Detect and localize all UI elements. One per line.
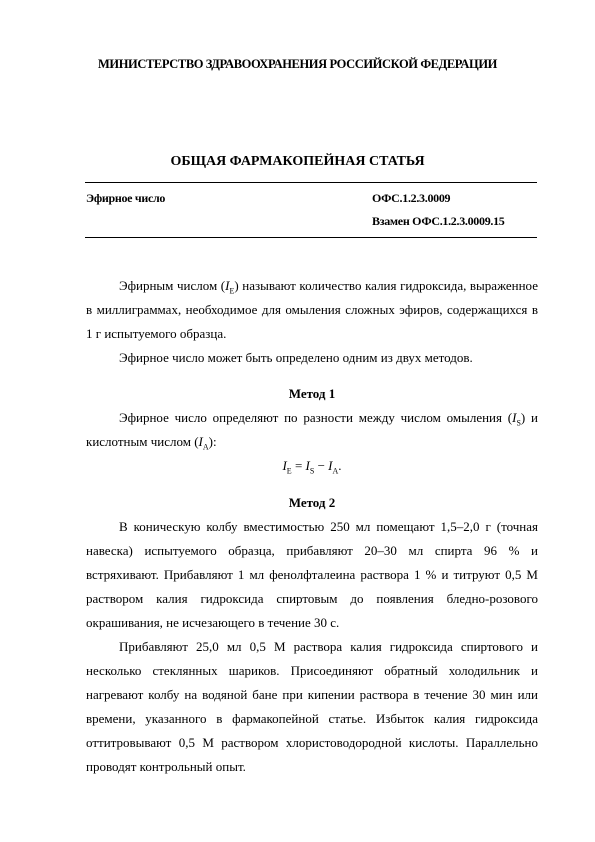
- method1-title: Метод 1: [288, 386, 336, 401]
- ministry-header: МИНИСТЕРСТВО ЗДРАВООХРАНЕНИЯ РОССИЙСКОЙ ФЕДЕРАЦИИ: [98, 57, 497, 71]
- ofs-code: ОФС.1.2.3.0009: [372, 191, 451, 205]
- intro-text-a: Эфирным числом (: [119, 278, 226, 293]
- intro-section: [86, 274, 538, 370]
- method1-section: [86, 382, 538, 478]
- formula-end: .: [338, 458, 342, 473]
- method1-text-b: ) и кислотным числом (: [86, 410, 538, 449]
- document-type-title: ОБЩАЯ ФАРМАКОПЕЙНАЯ СТАТЬЯ: [170, 154, 425, 169]
- saponification-symbol: I: [512, 410, 517, 425]
- method1-paragraph: [86, 406, 538, 454]
- method2-title: Метод 2: [288, 495, 336, 510]
- acid-number-subscript: A: [202, 442, 209, 452]
- formula-lhs-sub: E: [286, 466, 292, 476]
- method1-formula: [86, 454, 538, 478]
- intro-paragraph-methods: Эфирное число может быть определено одним из двух методов.: [119, 350, 473, 365]
- ester-number-symbol: I: [225, 278, 230, 293]
- method2-paragraph-saponification: Прибавляют 25,0 мл 0,5 М раствора калия гидроксида спиртового и несколько стеклянных шариков. Присоединяют обратный холодильник и нагревают колбу на водяной бане при кипении раствора в течение 30 мин или времени, указанного в фармакопейной статье. Избыток калия гидроксида оттитровывают 0,5 М раствором хлористоводородной кислоты. Параллельно проводят контрольный опыт.: [86, 639, 538, 774]
- intro-text-b: ) называют количество калия гидроксида, выраженное в миллиграммах, необходимое для омыления сложных эфиров, содержащихся в 1 г испытуемого образца.: [86, 278, 538, 341]
- formula-term2-sub: A: [332, 466, 339, 476]
- formula-lhs: I: [282, 458, 287, 473]
- formula-minus: −: [314, 458, 329, 473]
- method1-text-c: ):: [208, 434, 217, 449]
- method1-text-a: Эфирное число определяют по разности между числом омыления (: [119, 410, 513, 425]
- method2-paragraph-titration: В коническую колбу вместимостью 250 мл помещают 1,5–2,0 г (точная навеска) испытуемого образца, прибавляют 20–30 мл спирта 96 % и встряхивают. Прибавляют 1 мл фенолфталеина раствора 1 % и титруют 0,5 М раствором калия гидроксида спиртовым до появления бледно-розового окрашивания, не исчезающего в течение 30 с.: [86, 519, 538, 630]
- formula-term1: I: [305, 458, 310, 473]
- header-rule-top: [85, 182, 537, 183]
- acid-number-symbol: I: [198, 434, 203, 449]
- article-name: Эфирное число: [86, 191, 166, 205]
- intro-paragraph-definition: [86, 274, 538, 346]
- ester-number-subscript: Е: [229, 286, 235, 296]
- header-rule-bottom: [85, 237, 537, 238]
- saponification-subscript: S: [516, 418, 521, 428]
- formula-term1-sub: S: [309, 466, 315, 476]
- formula-term2: I: [328, 458, 333, 473]
- formula-equals: =: [291, 458, 306, 473]
- method2-section: [86, 491, 538, 779]
- replaces-note: Взамен ОФС.1.2.3.0009.15: [372, 214, 505, 228]
